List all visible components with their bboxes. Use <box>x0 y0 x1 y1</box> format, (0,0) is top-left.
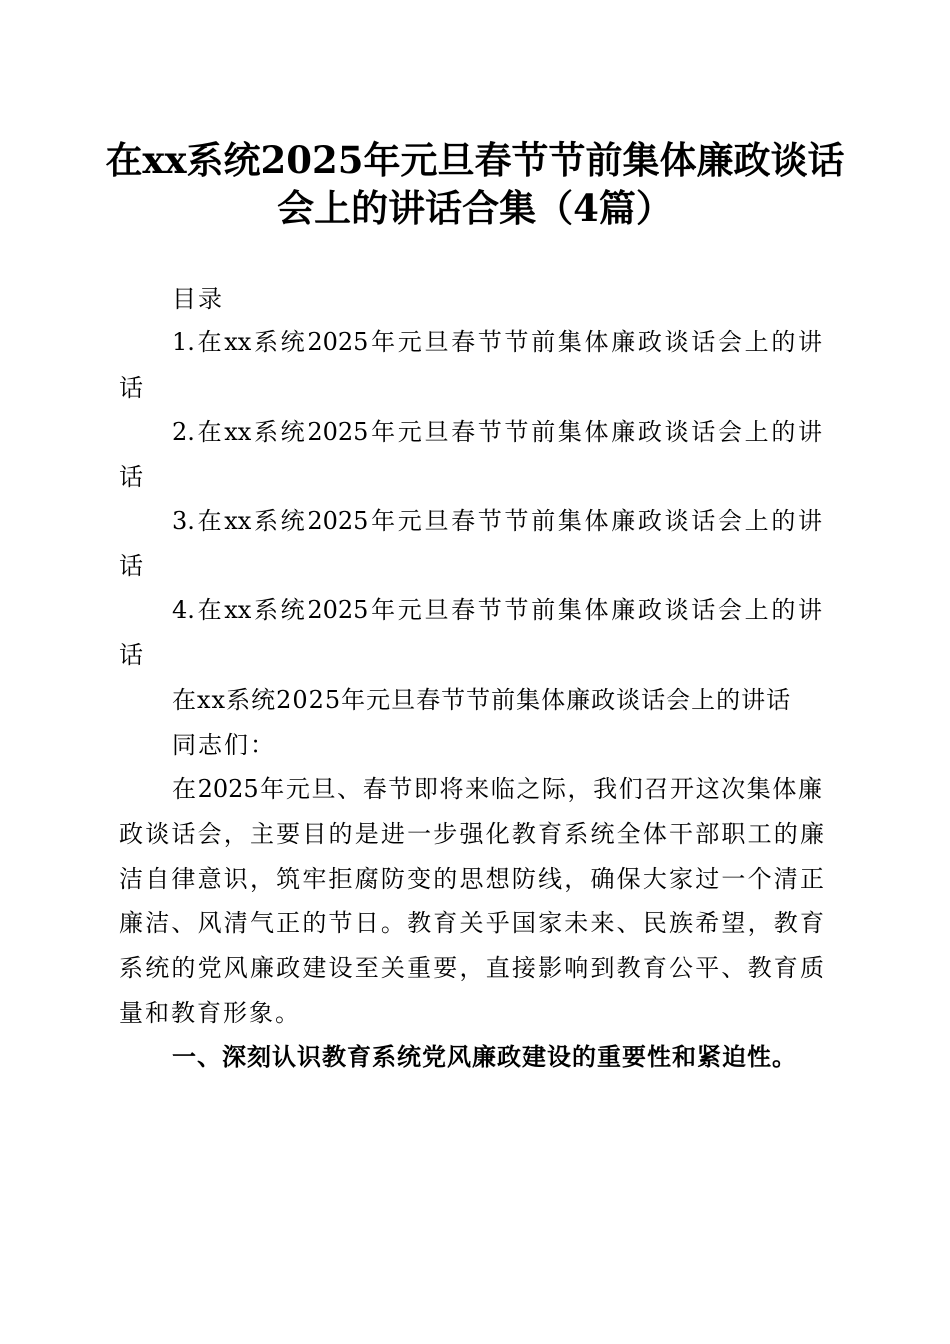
paragraph-line-6: 量和教育形象。 <box>119 999 301 1027</box>
toc-label: 目录 <box>172 285 224 313</box>
document-title-line-2: 会上的讲话合集（4篇） <box>277 186 673 230</box>
toc-item-3-line-1: 3.在xx系统2025年元旦春节节前集体廉政谈话会上的讲 <box>172 507 822 535</box>
toc-item-4-line-2: 话 <box>119 641 145 669</box>
paragraph-line-2: 政谈话会，主要目的是进一步强化教育系统全体干部职工的廉 <box>119 820 824 848</box>
document-title-line-1: 在xx系统2025年元旦春节节前集体廉政谈话 <box>105 138 845 182</box>
toc-item-3-line-2: 话 <box>119 552 145 580</box>
toc-item-1-line-2: 话 <box>119 374 145 402</box>
toc-item-2-line-2: 话 <box>119 463 145 491</box>
paragraph-line-1: 在2025年元旦、春节即将来临之际，我们召开这次集体廉 <box>172 775 822 803</box>
paragraph-line-4: 廉洁、风清气正的节日。教育关乎国家未来、民族希望，教育 <box>119 909 824 937</box>
speech-title: 在xx系统2025年元旦春节节前集体廉政谈话会上的讲话 <box>172 686 792 714</box>
toc-item-2-line-1: 2.在xx系统2025年元旦春节节前集体廉政谈话会上的讲 <box>172 418 822 446</box>
paragraph-line-5: 系统的党风廉政建设至关重要，直接影响到教育公平、教育质 <box>119 954 824 982</box>
toc-item-4-line-1: 4.在xx系统2025年元旦春节节前集体廉政谈话会上的讲 <box>172 596 822 624</box>
toc-item-1-line-1: 1.在xx系统2025年元旦春节节前集体廉政谈话会上的讲 <box>172 328 822 356</box>
paragraph-line-3: 洁自律意识，筑牢拒腐防变的思想防线，确保大家过一个清正 <box>119 865 824 893</box>
salutation: 同志们： <box>172 731 276 759</box>
section-heading: 一、深刻认识教育系统党风廉政建设的重要性和紧迫性。 <box>172 1043 797 1071</box>
